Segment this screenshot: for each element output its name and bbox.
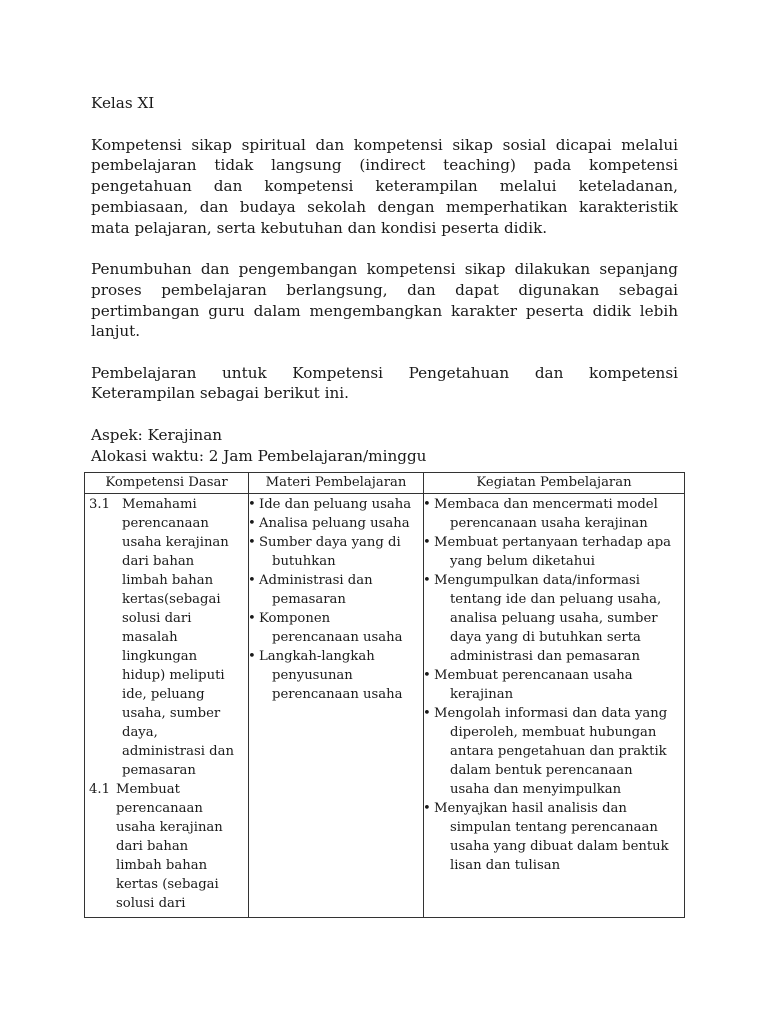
kegiatan-item [423, 666, 682, 704]
kegiatan-item-text: Membaca dan mencermati model [434, 497, 658, 512]
materi-list [248, 495, 421, 704]
materi-item [248, 495, 421, 514]
kd-line: kertas(sebagai [122, 592, 221, 607]
kd-line: masalah [122, 630, 178, 645]
kegiatan-item-text: analisa peluang usaha, sumber [450, 611, 658, 626]
kegiatan-item [423, 704, 682, 799]
table-header-row [85, 473, 685, 494]
kegiatan-item-text: daya yang di butuhkan serta [450, 630, 641, 645]
kd-item-head [89, 780, 246, 799]
kegiatan-list [423, 495, 682, 875]
kegiatan-item-text: Mengumpulkan data/informasi [434, 573, 641, 588]
kegiatan-item-text: kerajinan [450, 687, 514, 702]
materi-item [248, 514, 421, 533]
kegiatan-item [423, 799, 682, 875]
kd-line: solusi dari [122, 611, 192, 626]
kd-line: limbah bahan [116, 858, 208, 873]
kegiatan-item-text: Membuat perencanaan usaha [434, 668, 633, 683]
kd-line: usaha kerajinan [116, 820, 223, 835]
bullet-icon: • [248, 535, 256, 550]
competency-table [84, 472, 685, 918]
materi-item-text: penyusunan [272, 668, 353, 683]
bullet-icon: • [423, 801, 431, 816]
kd-list [89, 495, 246, 913]
materi-item-text: perencanaan usaha [272, 630, 403, 645]
kegiatan-item-text: administrasi dan pemasaran [450, 649, 641, 664]
kd-line: lingkungan [122, 649, 198, 664]
materi-item-text: Analisa peluang usaha [259, 516, 410, 531]
materi-item-text: Sumber daya yang di [259, 535, 401, 550]
kd-line: hidup) meliputi [122, 668, 225, 683]
kegiatan-item [423, 571, 682, 666]
paragraph-2: Penumbuhan dan pengembangan kompetensi sikap dilakukan sepanjang proses pembelajaran berlangsung, dan dapat digunakan sebagai pertimbangan guru dalam mengembangkan karakter peserta didik lebih lanjut. [91, 259, 678, 341]
bullet-icon: • [423, 573, 431, 588]
kegiatan-item-text: tentang ide dan peluang usaha, [450, 592, 662, 607]
materi-item [248, 609, 421, 647]
kegiatan-item [423, 495, 682, 533]
bullet-icon: • [248, 516, 256, 531]
kegiatan-item-text: perencanaan usaha kerajinan [450, 516, 648, 531]
materi-item [248, 533, 421, 571]
kegiatan-item-text: Membuat pertanyaan terhadap apa [434, 535, 672, 550]
kd-line: solusi dari [116, 896, 186, 911]
kegiatan-item-text: yang belum diketahui [450, 554, 595, 569]
materi-item-text: pemasaran [272, 592, 346, 607]
kd-item [89, 780, 246, 913]
kd-first-line: Memahami [122, 497, 197, 512]
bullet-icon: • [423, 706, 431, 721]
kd-line: daya, [122, 725, 158, 740]
bullet-icon: • [248, 649, 256, 664]
materi-item-text: Administrasi dan [259, 573, 373, 588]
kd-line: ide, peluang [122, 687, 205, 702]
aspect-label: Aspek: Kerajinan [91, 425, 223, 444]
kd-line: limbah bahan [122, 573, 214, 588]
kd-line: administrasi dan [122, 744, 234, 759]
class-heading: Kelas XI [91, 94, 155, 112]
kd-line: dari bahan [116, 839, 189, 854]
kd-first-line: Membuat [116, 782, 180, 797]
paragraph-1: Kompetensi sikap spiritual dan kompetensi sikap sosial dicapai melalui pembelajaran tidak langsung (indirect teaching) pada kompetensi pengetahuan dan kompetensi keterampilan melalui keteladanan, pembiasaan, dan budaya sekolah dengan memperhatikan karakteristik mata pelajaran, serta kebutuhan dan kondisi peserta didik. [91, 135, 678, 237]
kd-line: pemasaran [122, 763, 196, 778]
materi-item-text: Komponen [259, 611, 331, 626]
time-allocation-label: Alokasi waktu: 2 Jam Pembelajaran/minggu [91, 446, 427, 465]
kd-line: perencanaan [116, 801, 203, 816]
kd-number: 4.1 [89, 782, 110, 797]
kegiatan-item-text: diperoleh, membuat hubungan [450, 725, 657, 740]
bullet-icon: • [423, 668, 431, 683]
bullet-icon: • [248, 497, 256, 512]
materi-item-text: butuhkan [272, 554, 336, 569]
header-kegiatan-pembelajaran: Kegiatan Pembelajaran [424, 473, 685, 494]
header-kompetensi-dasar: Kompetensi Dasar [85, 473, 249, 494]
materi-cell [249, 494, 424, 918]
kegiatan-item-text: Menyajkan hasil analisis dan [434, 801, 627, 816]
header-materi-pembelajaran: Materi Pembelajaran [249, 473, 424, 494]
kegiatan-item [423, 533, 682, 571]
kd-item-head [89, 495, 246, 514]
bullet-icon: • [423, 497, 431, 512]
materi-item [248, 571, 421, 609]
kegiatan-cell [424, 494, 685, 918]
document-body [91, 93, 678, 467]
kegiatan-item-text: dalam bentuk perencanaan [450, 763, 633, 778]
materi-item [248, 647, 421, 704]
bullet-icon: • [423, 535, 431, 550]
materi-item-text: Ide dan peluang usaha [259, 497, 412, 512]
kegiatan-item-text: simpulan tentang perencanaan [450, 820, 658, 835]
materi-item-text: Langkah-langkah [259, 649, 375, 664]
kd-line: kertas (sebagai [116, 877, 219, 892]
kegiatan-item-text: usaha dan menyimpulkan [450, 782, 622, 797]
kd-line: usaha, sumber [122, 706, 221, 721]
kd-line: dari bahan [122, 554, 195, 569]
kegiatan-item-text: lisan dan tulisan [450, 858, 561, 873]
kd-line: usaha kerajinan [122, 535, 229, 550]
kompetensi-dasar-cell [85, 494, 249, 918]
kegiatan-item-text: Mengolah informasi dan data yang [434, 706, 668, 721]
kegiatan-item-text: usaha yang dibuat dalam bentuk [450, 839, 669, 854]
materi-item-text: perencanaan usaha [272, 687, 403, 702]
kd-item [89, 495, 246, 780]
kd-line: perencanaan [122, 516, 209, 531]
table-row [85, 494, 685, 918]
kegiatan-item-text: antara pengetahuan dan praktik [450, 744, 667, 759]
paragraph-3: Pembelajaran untuk Kompetensi Pengetahuan dan kompetensi Keterampilan sebagai berikut ini. [91, 363, 678, 403]
bullet-icon: • [248, 573, 256, 588]
bullet-icon: • [248, 611, 256, 626]
kd-number: 3.1 [89, 497, 110, 512]
